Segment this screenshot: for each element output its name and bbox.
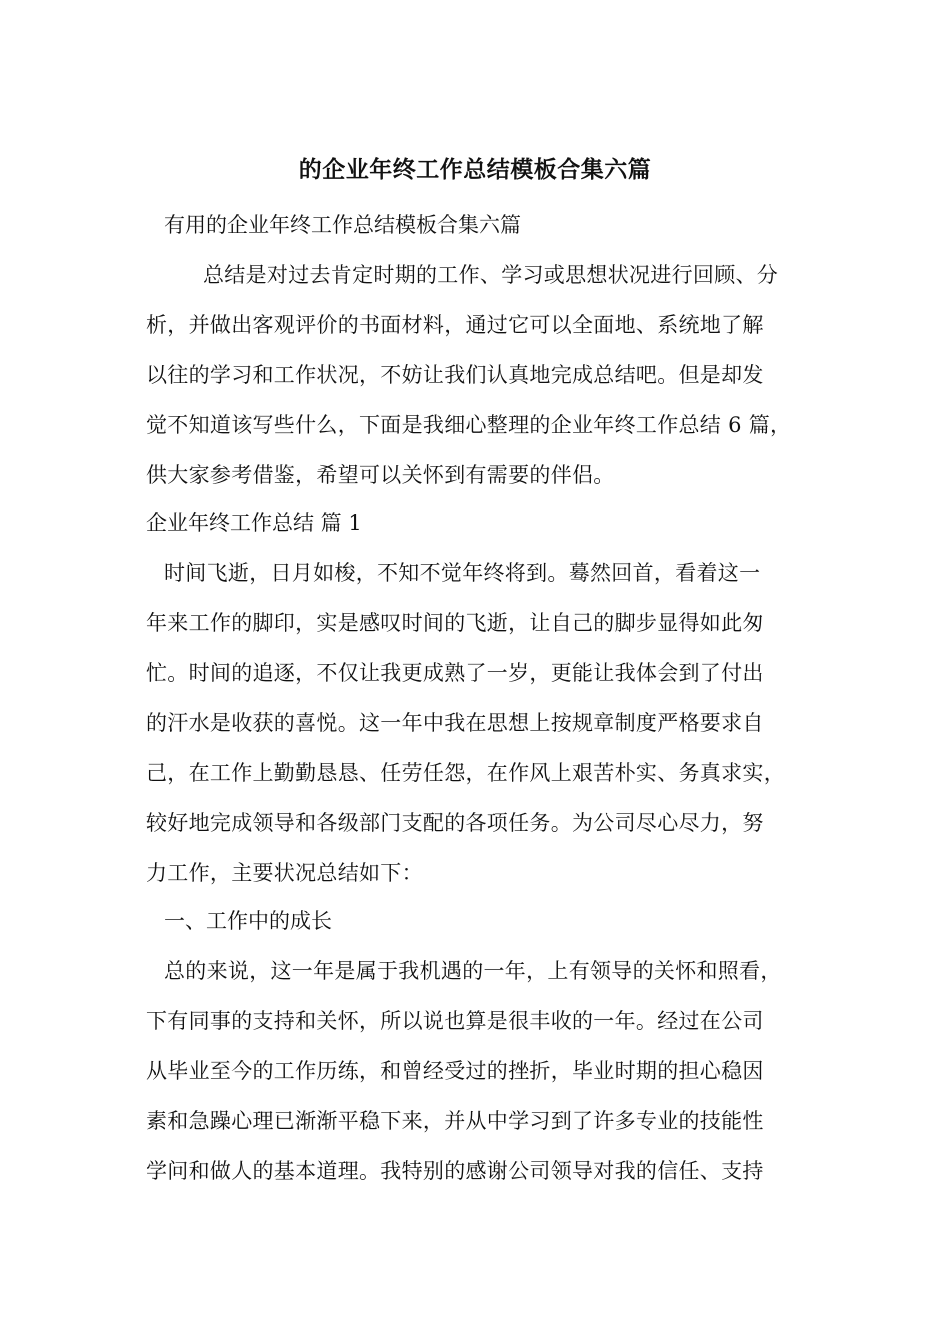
intro-line: 总结是对过去肯定时期的工作、学习或思想状况进行回顾、分 xyxy=(203,263,779,287)
paragraph-line: 力工作，主要状况总结如下： xyxy=(146,861,423,885)
paragraph-line: 下有同事的支持和关怀，所以说也算是很丰收的一年。经过在公司 xyxy=(146,1009,764,1033)
paragraph-line: 总的来说，这一年是属于我机遇的一年，上有领导的关怀和照看， xyxy=(164,959,782,983)
document-title: 的企业年终工作总结模板合集六篇 xyxy=(298,156,652,183)
paragraph-line: 年来工作的脚印，实是感叹时间的飞逝，让自己的脚步显得如此匆 xyxy=(146,611,764,635)
paragraph-line: 素和急躁心理已渐渐平稳下来，并从中学习到了许多专业的技能性 xyxy=(146,1109,764,1133)
intro-line: 以往的学习和工作状况，不妨让我们认真地完成总结吧。但是却发 xyxy=(146,363,764,387)
paragraph-line: 较好地完成领导和各级部门支配的各项任务。为公司尽心尽力，努 xyxy=(146,811,764,835)
section-heading: 企业年终工作总结 篇 1 xyxy=(146,511,362,535)
intro-line: 觉不知道该写些什么，下面是我细心整理的企业年终工作总结 6 篇， xyxy=(146,413,792,437)
intro-line: 供大家参考借鉴，希望可以关怀到有需要的伴侣。 xyxy=(146,463,615,487)
subsection-heading: 一、工作中的成长 xyxy=(164,909,332,933)
paragraph-line: 学问和做人的基本道理。我特别的感谢公司领导对我的信任、支持 xyxy=(146,1159,764,1183)
paragraph-line: 的汗水是收获的喜悦。这一年中我在思想上按规章制度严格要求自 xyxy=(146,711,764,735)
paragraph-line: 时间飞逝，日月如梭，不知不觉年终将到。蓦然回首，看着这一 xyxy=(164,561,761,585)
intro-line: 析，并做出客观评价的书面材料，通过它可以全面地、系统地了解 xyxy=(146,313,764,337)
paragraph-line: 从毕业至今的工作历练，和曾经受过的挫折，毕业时期的担心稳因 xyxy=(146,1059,764,1083)
paragraph-line: 忙。时间的追逐，不仅让我更成熟了一岁，更能让我体会到了付出 xyxy=(146,661,764,685)
document-subtitle: 有用的企业年终工作总结模板合集六篇 xyxy=(164,213,521,237)
paragraph-line: 己，在工作上勤勤恳恳、任劳任怨，在作风上艰苦朴实、务真求实， xyxy=(146,761,785,785)
